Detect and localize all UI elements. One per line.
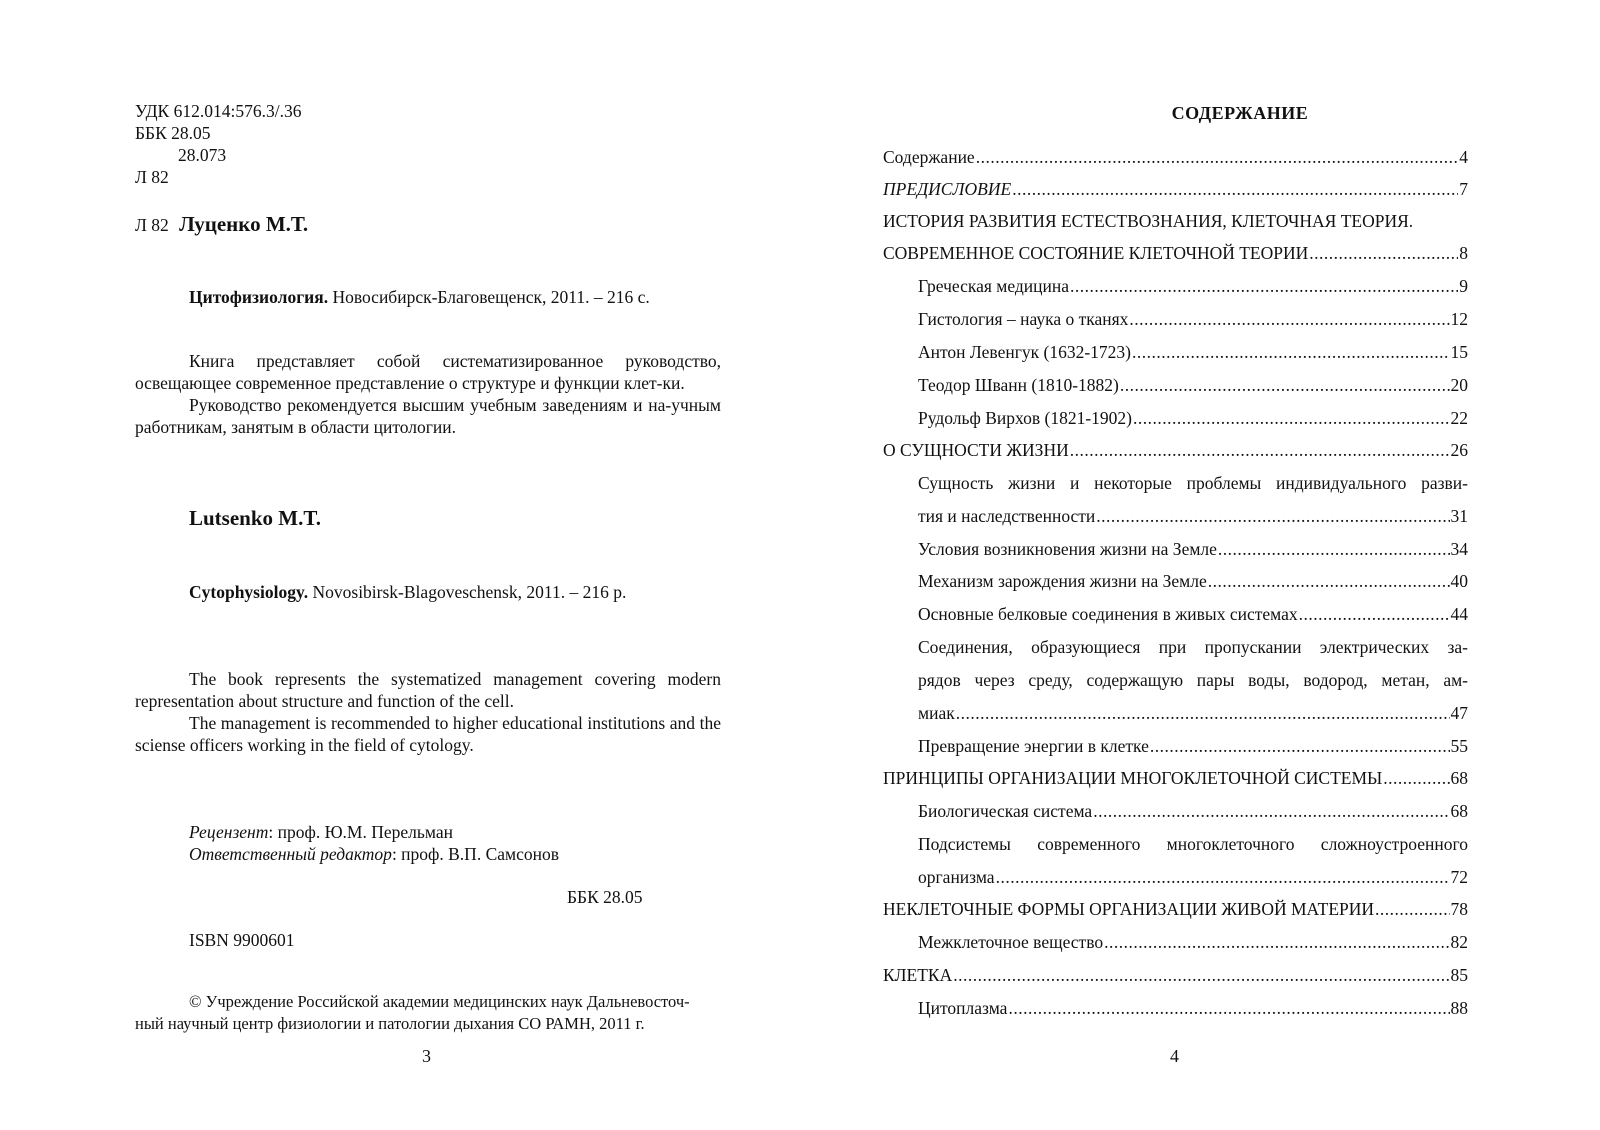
- annotation-en: [135, 668, 721, 756]
- toc-entry-title: Превращение энергии в клетке: [918, 736, 1149, 756]
- toc-leader: [1070, 439, 1450, 461]
- reviewer-value: : проф. Ю.М. Перельман: [268, 822, 453, 842]
- toc-entry-title: Теодор Шванн (1810-1882): [918, 375, 1119, 395]
- toc-entry-page: 7: [1459, 179, 1468, 199]
- page-number-right: 4: [1170, 1046, 1179, 1066]
- toc-entry-title[interactable]: Сущность жизни и некоторые проблемы индивидуального разви-: [918, 473, 1468, 493]
- toc-entry-title: Основные белковые соединения в живых системах: [918, 604, 1298, 624]
- toc-entry-page: 34: [1450, 539, 1468, 559]
- toc-entry-page: 68: [1450, 801, 1468, 821]
- toc-entry-title: СОВРЕМЕННОЕ СОСТОЯНИЕ КЛЕТОЧНОЙ ТЕОРИИ: [883, 243, 1309, 263]
- toc-entry[interactable]: [918, 800, 1468, 822]
- toc-leader: [1133, 407, 1450, 429]
- toc-entry-title[interactable]: Подсистемы современного многоклеточного сложноустроенного: [918, 834, 1468, 854]
- right-page: [800, 0, 1600, 1130]
- toc-entry-title: Условия возникновения жизни на Земле: [918, 539, 1217, 559]
- author-code-inline: Л 82: [135, 215, 169, 235]
- toc-entry-title: Межклеточное вещество: [918, 932, 1104, 952]
- toc-entry[interactable]: [918, 538, 1468, 560]
- toc-entry-page: 82: [1450, 932, 1468, 952]
- editor-label: Ответственный редактор: [189, 844, 392, 864]
- bbk-code: ББК 28.05: [135, 123, 211, 143]
- toc-leader: [1096, 505, 1449, 527]
- reviewer-label: Рецензент: [189, 822, 269, 842]
- toc-entry[interactable]: [883, 439, 1468, 461]
- toc-entry-page: 44: [1450, 604, 1468, 624]
- bbk-bottom: ББК 28.05: [567, 887, 643, 907]
- toc-entry-page: 9: [1459, 276, 1468, 296]
- toc-entry[interactable]: [918, 735, 1468, 757]
- toc-entry-page: 31: [1450, 506, 1468, 526]
- toc-leader: [1208, 570, 1450, 592]
- toc-entry-page: 78: [1450, 899, 1468, 919]
- editor-value: : проф. В.П. Самсонов: [391, 844, 559, 864]
- toc-entry-title: НЕКЛЕТОЧНЫЕ ФОРМЫ ОРГАНИЗАЦИИ ЖИВОЙ МАТЕРИИ: [883, 899, 1375, 919]
- toc-entry[interactable]: [883, 178, 1468, 200]
- toc-entry-title: ПРЕДИСЛОВИЕ: [883, 179, 1012, 199]
- toc-entry-title: миак: [918, 703, 955, 723]
- toc-leader: [1299, 603, 1450, 625]
- toc-leader: [976, 146, 1459, 168]
- toc-entry[interactable]: [883, 767, 1468, 789]
- toc-leader: [1129, 308, 1449, 330]
- toc-entry[interactable]: [918, 931, 1468, 953]
- reviewer-line: [189, 821, 453, 843]
- title-line-ru: [189, 286, 650, 308]
- toc-entry[interactable]: [918, 407, 1468, 429]
- annotation-en-paragraph-1: The book represents the systematized management covering modern representation about structure and function of the cell.: [135, 669, 721, 711]
- toc-leader: [1132, 341, 1449, 363]
- toc-leader: [1150, 735, 1450, 757]
- toc-entry-page: 47: [1450, 703, 1468, 723]
- toc-leader: [1070, 275, 1458, 297]
- toc-entry-title: КЛЕТКА: [883, 965, 953, 985]
- toc-entry-title[interactable]: Соединения, образующиеся при пропускании электрических за-: [918, 637, 1468, 657]
- author-code: Л 82: [135, 167, 169, 187]
- toc-leader: [1383, 767, 1449, 789]
- toc-entry[interactable]: [918, 308, 1468, 330]
- toc-entry-title: Антон Левенгук (1632-1723): [918, 342, 1132, 362]
- toc-entry-page: 72: [1450, 867, 1468, 887]
- title-line-en: [189, 581, 626, 603]
- toc-leader: [1104, 931, 1449, 953]
- toc-entry[interactable]: [883, 146, 1468, 168]
- toc-entry[interactable]: [918, 505, 1468, 527]
- toc-entry-page: 85: [1450, 965, 1468, 985]
- toc-entry[interactable]: [918, 866, 1468, 888]
- bbk-code-secondary: 28.073: [178, 145, 227, 165]
- toc-entry[interactable]: [883, 964, 1468, 986]
- toc-leader: [1120, 374, 1450, 396]
- book-imprint-en: Novosibirsk-Blagoveschensk, 2011. – 216 p.: [308, 582, 627, 602]
- toc-leader: [1218, 538, 1450, 560]
- toc-entry-page: 22: [1450, 408, 1468, 428]
- toc-entry[interactable]: [918, 570, 1468, 592]
- copyright-line-1: © Учреждение Российской академии медицинских наук Дальневосточ-: [189, 992, 690, 1011]
- annotation-ru-paragraph-1: Книга представляет собой систематизированное руководство, освещающее современное представление о структуре и функции клет-ки.: [135, 351, 721, 393]
- toc-entry[interactable]: [918, 997, 1468, 1019]
- toc-leader: [1012, 178, 1458, 200]
- book-imprint-ru: Новосибирск-Благовещенск, 2011. – 216 с.: [328, 287, 650, 307]
- toc-leader: [996, 866, 1450, 888]
- toc-entry-title: Биологическая система: [918, 801, 1093, 821]
- toc-entry-title: организма: [918, 867, 995, 887]
- toc-entry[interactable]: [883, 242, 1468, 264]
- toc-entry-page: 55: [1450, 736, 1468, 756]
- toc-entry-page: 68: [1450, 768, 1468, 788]
- annotation-ru-paragraph-2: Руководство рекомендуется высшим учебным заведениям и на-учным работникам, занятым в области цитологии.: [135, 395, 721, 437]
- toc-leader: [956, 702, 1450, 724]
- toc-leader: [1375, 898, 1449, 920]
- toc-leader: [1008, 997, 1449, 1019]
- toc-entry-title: ПРИНЦИПЫ ОРГАНИЗАЦИИ МНОГОКЛЕТОЧНОЙ СИСТЕМЫ: [883, 768, 1383, 788]
- toc-entry-title: О СУЩНОСТИ ЖИЗНИ: [883, 440, 1069, 460]
- toc-entry-title[interactable]: рядов через среду, содержащую пары воды, водород, метан, ам-: [918, 670, 1468, 690]
- toc-entry[interactable]: [918, 603, 1468, 625]
- toc-entry-page: 20: [1450, 375, 1468, 395]
- toc-entry-page: 26: [1450, 440, 1468, 460]
- toc-leader: [1309, 242, 1458, 264]
- toc-entry-title[interactable]: ИСТОРИЯ РАЗВИТИЯ ЕСТЕСТВОЗНАНИЯ, КЛЕТОЧНАЯ ТЕОРИЯ.: [883, 211, 1414, 231]
- annotation-en-paragraph-2: The management is recommended to higher educational institutions and the sciense officers working in the field of cytology.: [135, 713, 721, 755]
- toc-entry[interactable]: [918, 702, 1468, 724]
- copyright-line-2: ный научный центр физиологии и патологии дыхания СО РАМН, 2011 г.: [135, 1014, 645, 1033]
- book-title-ru: Цитофизиология.: [189, 287, 329, 307]
- toc-title: СОДЕРЖАНИЕ: [1171, 103, 1309, 123]
- toc-entry[interactable]: [918, 374, 1468, 396]
- toc-leader: [1093, 800, 1449, 822]
- toc-entry-title: Рудольф Вирхов (1821-1902): [918, 408, 1132, 428]
- editor-line: [189, 843, 559, 865]
- toc-entry-page: 8: [1459, 243, 1468, 263]
- toc-entry-title: Греческая медицина: [918, 276, 1070, 296]
- toc-entry-page: 15: [1450, 342, 1468, 362]
- udk-code: УДК 612.014:576.3/.36: [135, 101, 302, 121]
- toc-entry-title: тия и наследственности: [918, 506, 1096, 526]
- toc-leader: [953, 964, 1449, 986]
- page-number-left: 3: [422, 1046, 431, 1066]
- annotation-ru: [135, 350, 721, 438]
- toc-entry-title: Содержание: [883, 147, 975, 167]
- toc-entry-page: 4: [1459, 147, 1468, 167]
- toc-entry[interactable]: [918, 275, 1468, 297]
- toc-entry-page: 40: [1450, 571, 1468, 591]
- author-line-ru: [135, 213, 308, 236]
- toc-entry-page: 88: [1450, 998, 1468, 1018]
- author-name-ru: Луценко М.Т.: [179, 212, 309, 236]
- toc-entry-title: Механизм зарождения жизни на Земле: [918, 571, 1207, 591]
- author-name-en: Lutsenko M.T.: [189, 506, 322, 530]
- isbn: ISBN 9900601: [189, 930, 295, 950]
- toc-entry-title: Цитоплазма: [918, 998, 1008, 1018]
- toc-entry[interactable]: [918, 341, 1468, 363]
- toc-entry[interactable]: [883, 898, 1468, 920]
- book-title-en: Cytophysiology.: [189, 582, 309, 602]
- toc-entry-page: 12: [1450, 309, 1468, 329]
- toc-entry-title: Гистология – наука о тканях: [918, 309, 1129, 329]
